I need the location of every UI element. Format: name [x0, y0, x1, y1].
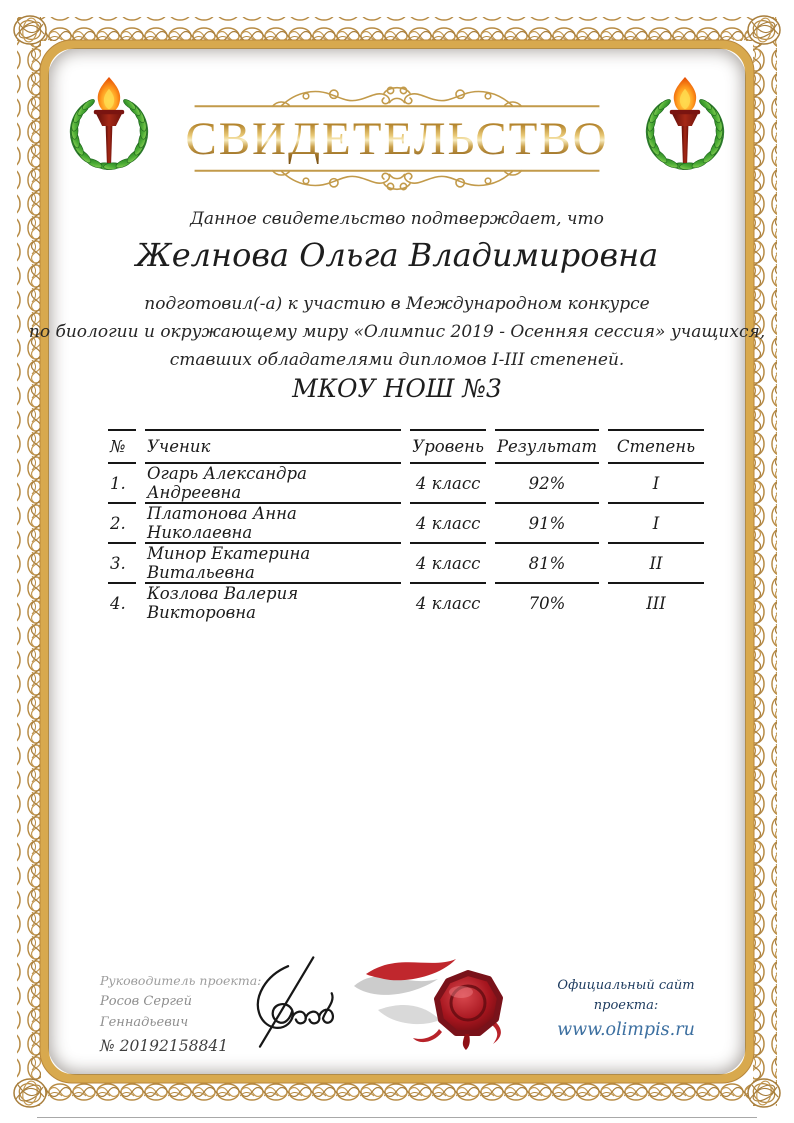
flourish-top-icon — [177, 84, 617, 110]
cell-num: 1. — [108, 464, 136, 504]
page-bottom-divider — [37, 1117, 757, 1118]
body-line-1: подготовил(-а) к участию в Международном конкурсе — [144, 294, 650, 314]
cell-num: 2. — [108, 504, 136, 544]
flourish-bottom-icon — [177, 167, 617, 193]
certificate-number: № 20192158841 — [100, 1037, 229, 1055]
laurel-torch-emblem-right-icon — [636, 70, 734, 184]
cell-student: Козлова Валерия Викторовна — [147, 584, 299, 622]
official-site-block — [538, 976, 714, 1044]
table-row — [108, 544, 704, 584]
column-header-degree: Степень — [608, 429, 704, 464]
table-row — [108, 504, 704, 544]
cell-degree: I — [608, 504, 704, 544]
laurel-torch-emblem-left-icon — [60, 70, 158, 184]
column-header-student: Ученик — [145, 429, 401, 464]
cell-result: 81% — [495, 544, 599, 584]
school-name: МКОУ НОШ №3 — [292, 374, 502, 403]
intro-text: Данное свидетельство подтверждает, что — [190, 209, 604, 229]
cell-student: Платонова Анна Николаевна — [145, 504, 401, 544]
cell-level: 4 класс — [415, 593, 481, 613]
cell-num: 4. — [110, 593, 126, 613]
cell-level: 4 класс — [410, 464, 486, 504]
cell-level: 4 класс — [410, 504, 486, 544]
cell-degree: I — [608, 464, 704, 504]
leader-label: Руководитель проекта: — [100, 973, 262, 988]
table-header-row — [108, 429, 704, 464]
cell-student: Минор Екатерина Витальевна — [145, 544, 401, 584]
cell-result: 91% — [495, 504, 599, 544]
results-table-wrap — [99, 429, 713, 622]
column-header-num: № — [108, 429, 136, 464]
cell-result: 92% — [495, 464, 599, 504]
recipient-name: Желнова Ольга Владимировна — [135, 236, 659, 274]
results-table — [99, 429, 713, 622]
body-line-2: по биологии и окружающему миру «Олимпис 2019 - Осенняя сессия» учащихся, — [28, 322, 766, 342]
column-header-level: Уровень — [410, 429, 486, 464]
certificate-body-text — [0, 290, 794, 374]
table-row — [108, 584, 704, 622]
table-row — [108, 464, 704, 504]
signature-icon — [228, 953, 354, 1053]
body-line-3: ставших обладателями дипломов I-III степеней. — [169, 350, 625, 370]
cell-degree: III — [646, 593, 666, 613]
certificate-title: СВИДЕТЕЛЬСТВО — [167, 111, 627, 167]
site-url-link[interactable]: www.olimpis.ru — [557, 1020, 695, 1040]
site-label: Официальный сайт проекта: — [557, 978, 695, 1013]
leader-name: Росов Сергей Геннадьевич — [100, 994, 192, 1030]
cell-level: 4 класс — [410, 544, 486, 584]
wax-seal-icon — [350, 948, 540, 1054]
cell-student: Огарь Александра Андреевна — [145, 464, 401, 504]
cell-num: 3. — [108, 544, 136, 584]
title-block — [167, 84, 627, 193]
cell-result: 70% — [528, 593, 566, 613]
cell-degree: II — [608, 544, 704, 584]
column-header-result: Результат — [495, 429, 599, 464]
